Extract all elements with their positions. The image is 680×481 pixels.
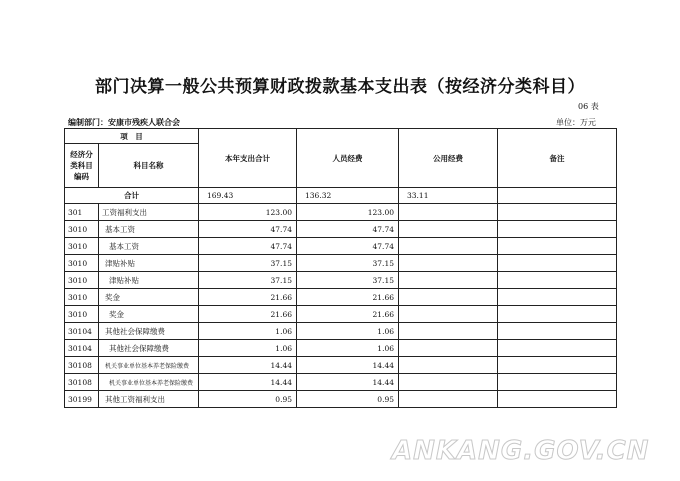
total-note <box>498 188 617 204</box>
cell-note <box>498 289 617 306</box>
cell-public <box>399 340 498 357</box>
cell-personnel: 14.44 <box>297 374 399 391</box>
cell-total: 14.44 <box>199 374 297 391</box>
cell-code: 30108 <box>65 357 99 374</box>
cell-total: 47.74 <box>199 238 297 255</box>
table-row <box>65 238 617 255</box>
table-row <box>65 357 617 374</box>
cell-code: 3010 <box>65 255 99 272</box>
cell-personnel: 0.95 <box>297 391 399 408</box>
cell-subject-name: 其他工资福利支出 <box>99 391 199 408</box>
total-personnel: 136.32 <box>297 188 399 204</box>
cell-public <box>399 255 498 272</box>
table-row <box>65 289 617 306</box>
cell-note <box>498 272 617 289</box>
site-watermark: ANKANG.GOV.CN <box>392 436 650 466</box>
cell-total: 37.15 <box>199 255 297 272</box>
cell-public <box>399 306 498 323</box>
cell-personnel: 21.66 <box>297 289 399 306</box>
cell-code: 3010 <box>65 306 99 323</box>
table-row <box>65 306 617 323</box>
cell-public <box>399 374 498 391</box>
cell-code: 3010 <box>65 272 99 289</box>
cell-personnel: 14.44 <box>297 357 399 374</box>
table-row <box>65 340 617 357</box>
cell-subject-name: 机关事业单位基本养老保险缴费 <box>99 374 199 391</box>
cell-public <box>399 204 498 221</box>
cell-note <box>498 340 617 357</box>
cell-public <box>399 289 498 306</box>
cell-subject-name: 机关事业单位基本养老保险缴费 <box>99 357 199 374</box>
currency-unit: 单位：万元 <box>556 118 596 127</box>
report-title: 部门决算一般公共预算财政拨款基本支出表（按经济分类科目） <box>95 77 585 97</box>
cell-public <box>399 391 498 408</box>
table-row <box>65 255 617 272</box>
cell-total: 1.06 <box>199 340 297 357</box>
header-note: 备注 <box>498 129 617 188</box>
table-row <box>65 204 617 221</box>
total-public: 33.11 <box>399 188 498 204</box>
table-row <box>65 272 617 289</box>
cell-total: 37.15 <box>199 272 297 289</box>
cell-code: 30104 <box>65 340 99 357</box>
cell-subject-name: 其他社会保障缴费 <box>99 340 199 357</box>
compiling-department: 编制部门：安康市残疾人联合会 <box>68 118 180 127</box>
cell-public <box>399 357 498 374</box>
cell-personnel: 123.00 <box>297 204 399 221</box>
total-amount: 169.43 <box>199 188 297 204</box>
cell-public <box>399 272 498 289</box>
header-total: 本年支出合计 <box>199 129 297 188</box>
cell-personnel: 21.66 <box>297 306 399 323</box>
cell-total: 14.44 <box>199 357 297 374</box>
total-label: 合计 <box>65 188 199 204</box>
cell-total: 0.95 <box>199 391 297 408</box>
header-econ-code: 经济分 类科目 编码 <box>65 144 99 188</box>
cell-subject-name: 其他社会保障缴费 <box>99 323 199 340</box>
cell-total: 47.74 <box>199 221 297 238</box>
cell-code: 30199 <box>65 391 99 408</box>
cell-note <box>498 306 617 323</box>
cell-public <box>399 221 498 238</box>
cell-total: 123.00 <box>199 204 297 221</box>
table-row <box>65 391 617 408</box>
cell-note <box>498 204 617 221</box>
header-public: 公用经费 <box>399 129 498 188</box>
expenditure-table <box>64 128 617 408</box>
cell-personnel: 1.06 <box>297 340 399 357</box>
cell-code: 30108 <box>65 374 99 391</box>
cell-personnel: 37.15 <box>297 255 399 272</box>
cell-note <box>498 323 617 340</box>
header-subject-name: 科目名称 <box>99 144 199 188</box>
cell-note <box>498 374 617 391</box>
cell-personnel: 1.06 <box>297 323 399 340</box>
cell-code: 3010 <box>65 221 99 238</box>
header-personnel: 人员经费 <box>297 129 399 188</box>
cell-personnel: 37.15 <box>297 272 399 289</box>
cell-subject-name: 奖金 <box>99 306 199 323</box>
cell-public <box>399 323 498 340</box>
table-row <box>65 323 617 340</box>
cell-code: 3010 <box>65 289 99 306</box>
cell-personnel: 47.74 <box>297 221 399 238</box>
cell-subject-name: 奖金 <box>99 289 199 306</box>
cell-note <box>498 221 617 238</box>
table-number: 06 表 <box>578 102 599 111</box>
cell-total: 21.66 <box>199 306 297 323</box>
cell-subject-name: 基本工资 <box>99 221 199 238</box>
cell-total: 1.06 <box>199 323 297 340</box>
cell-total: 21.66 <box>199 289 297 306</box>
cell-code: 30104 <box>65 323 99 340</box>
header-item: 项 目 <box>65 129 199 144</box>
cell-subject-name: 津贴补贴 <box>99 255 199 272</box>
cell-subject-name: 基本工资 <box>99 238 199 255</box>
cell-code: 301 <box>65 204 99 221</box>
cell-public <box>399 238 498 255</box>
cell-subject-name: 津贴补贴 <box>99 272 199 289</box>
cell-code: 3010 <box>65 238 99 255</box>
cell-note <box>498 357 617 374</box>
cell-note <box>498 238 617 255</box>
cell-subject-name: 工资福利支出 <box>99 204 199 221</box>
cell-note <box>498 255 617 272</box>
cell-note <box>498 391 617 408</box>
table-row <box>65 374 617 391</box>
total-row <box>65 188 617 204</box>
table-row <box>65 221 617 238</box>
cell-personnel: 47.74 <box>297 238 399 255</box>
